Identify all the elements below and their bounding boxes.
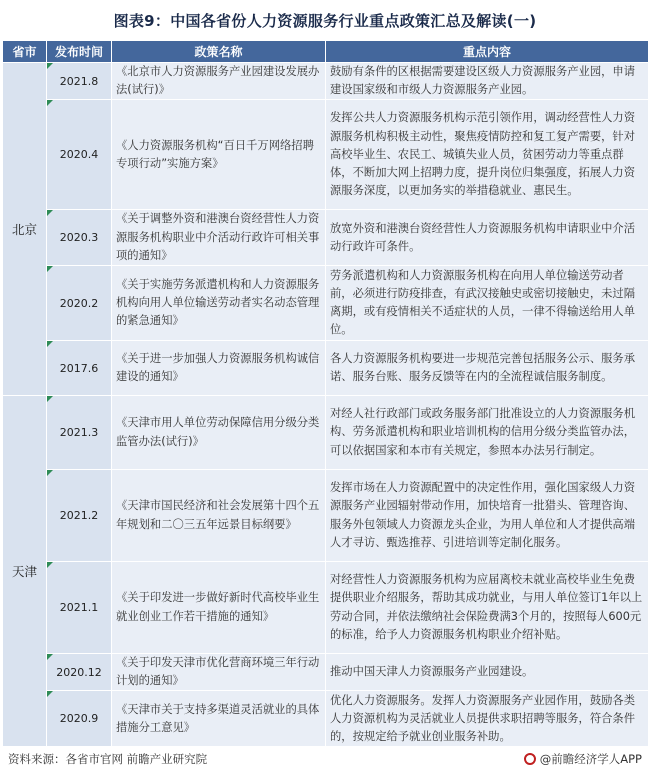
policy-name-cell: 《关于进一步加强人力资源服务机构诚信建设的通知》 (112, 341, 326, 396)
corner-marker (47, 210, 53, 216)
table-row (3, 654, 649, 691)
date-cell: 2020.9 (47, 691, 112, 747)
policy-name-cell: 《天津市关于支持多渠道灵活就业的具体措施分工意见》 (112, 691, 326, 747)
content-cell: 发挥公共人力资源服务机构示范引领作用，调动经营性人力资源服务机构积极主动性，聚焦疫情防控和复工复产需要，针对高校毕业生、农民工、城镇失业人员，贫困劳动力等重点群体，不断加大网上招聘力度，提升岗位归集强度，拓展人力资源服务深度，以更加务实的举措稳就业、惠民生。 (326, 100, 649, 210)
province-cell: 天津 (3, 396, 47, 747)
corner-marker (47, 63, 53, 69)
policy-name-cell: 《北京市人力资源服务产业园建设发展办法(试行)》 (112, 63, 326, 100)
date-cell: 2020.4 (47, 100, 112, 210)
table-row (3, 562, 649, 654)
corner-marker (47, 266, 53, 272)
date-cell: 2021.2 (47, 470, 112, 562)
table-row (3, 691, 649, 747)
content-cell: 对经人社行政部门或政务服务部门批准设立的人力资源服务机构、劳务派遣机构和职业培训机构的信用分级分类监管办法，可以依据国家和本市有关规定，参照本办法另行制定。 (326, 396, 649, 470)
table-row (3, 470, 649, 562)
corner-marker (47, 396, 53, 402)
corner-marker (47, 691, 53, 697)
policy-name-cell: 《关于印发天津市优化营商环境三年行动计划的通知》 (112, 654, 326, 691)
content-cell: 各人力资源服务机构要进一步规范完善包括服务公示、服务承诺、服务台账、服务反馈等在内的全流程诚信服务制度。 (326, 341, 649, 396)
content-cell: 对经营性人力资源服务机构为应届离校未就业高校毕业生免费提供职业介绍服务，帮助其成功就业，与用人单位签订1年以上劳动合同，并依法缴纳社会保险费满3个月的，按照每人600元的标准，给予人力资源服务机构职业介绍补贴。 (326, 562, 649, 654)
date-cell: 2021.1 (47, 562, 112, 654)
content-cell: 劳务派遣机构和人力资源服务机构在向用人单位输送劳动者前，必须进行防疫排查，有武汉接触史或密切接触史，未过隔离期，或有疫情相关不适症状的人员，一律不得输送给用人单位。 (326, 266, 649, 341)
header-policy: 政策名称 (112, 41, 326, 63)
table-row (3, 210, 649, 266)
table-row (3, 396, 649, 470)
brand-credit-text: @前瞻经济学人APP (539, 752, 642, 766)
content-cell: 放宽外资和港澳台资经营性人力资源服务机构申请职业中介活动行政许可条件。 (326, 210, 649, 266)
corner-marker (47, 562, 53, 568)
date-cell: 2020.2 (47, 266, 112, 341)
page-title: 图表9：中国各省份人力资源服务行业重点政策汇总及解读(一) (113, 12, 537, 30)
policy-name-cell: 《人力资源服务机构“百日千万网络招聘专项行动”实施方案》 (112, 100, 326, 210)
content-cell: 鼓励有条件的区根据需要建设区级人力资源服务产业园，申请建设国家级和市级人力资源服务产业园。 (326, 63, 649, 100)
brand-logo-icon (524, 753, 536, 765)
policy-table (2, 40, 649, 747)
policy-name-cell: 《关于实施劳务派遣机构和人力资源服务机构向用人单位输送劳动者实名动态管理的紧急通知》 (112, 266, 326, 341)
content-cell: 推动中国天津人力资源服务产业园建设。 (326, 654, 649, 691)
corner-marker (47, 341, 53, 347)
policy-name-cell: 《天津市国民经济和社会发展第十四个五年规划和二〇三五年远景目标纲要》 (112, 470, 326, 562)
corner-marker (47, 470, 53, 476)
province-cell: 北京 (3, 63, 47, 396)
brand-credit (524, 751, 642, 767)
table-header-row (3, 41, 649, 63)
policy-name-cell: 《天津市用人单位劳动保障信用分级分类监管办法(试行)》 (112, 396, 326, 470)
date-cell: 2020.12 (47, 654, 112, 691)
date-cell: 2021.8 (47, 63, 112, 100)
source-note: 资料来源：各省市官网 前瞻产业研究院 (8, 752, 208, 766)
content-cell: 优化人力资源服务。发挥人力资源服务产业园作用，鼓励各类人力资源机构为灵活就业人员提供求职招聘等服务，符合条件的，按规定给予就业创业服务补助。 (326, 691, 649, 747)
policy-name-cell: 《关于印发进一步做好新时代高校毕业生就业创业工作若干措施的通知》 (112, 562, 326, 654)
policy-name-cell: 《关于调整外资和港澳台资经营性人力资源服务机构职业中介活动行政许可相关事项的通知》 (112, 210, 326, 266)
table-row (3, 63, 649, 100)
header-date: 发布时间 (47, 41, 112, 63)
corner-marker (47, 654, 53, 660)
header-province: 省市 (3, 41, 47, 63)
date-cell: 2017.6 (47, 341, 112, 396)
corner-marker (47, 100, 53, 106)
table-row (3, 100, 649, 210)
table-row (3, 341, 649, 396)
header-content: 重点内容 (326, 41, 649, 63)
date-cell: 2021.3 (47, 396, 112, 470)
table-row (3, 266, 649, 341)
date-cell: 2020.3 (47, 210, 112, 266)
content-cell: 发挥市场在人力资源配置中的决定性作用，强化国家级人力资源服务产业园辐射带动作用，加快培育一批猎头、管理咨询、服务外包领域人力资源龙头企业，为用人单位和人才提供高端人才寻访、甄选推荐、引进培训等定制化服务。 (326, 470, 649, 562)
